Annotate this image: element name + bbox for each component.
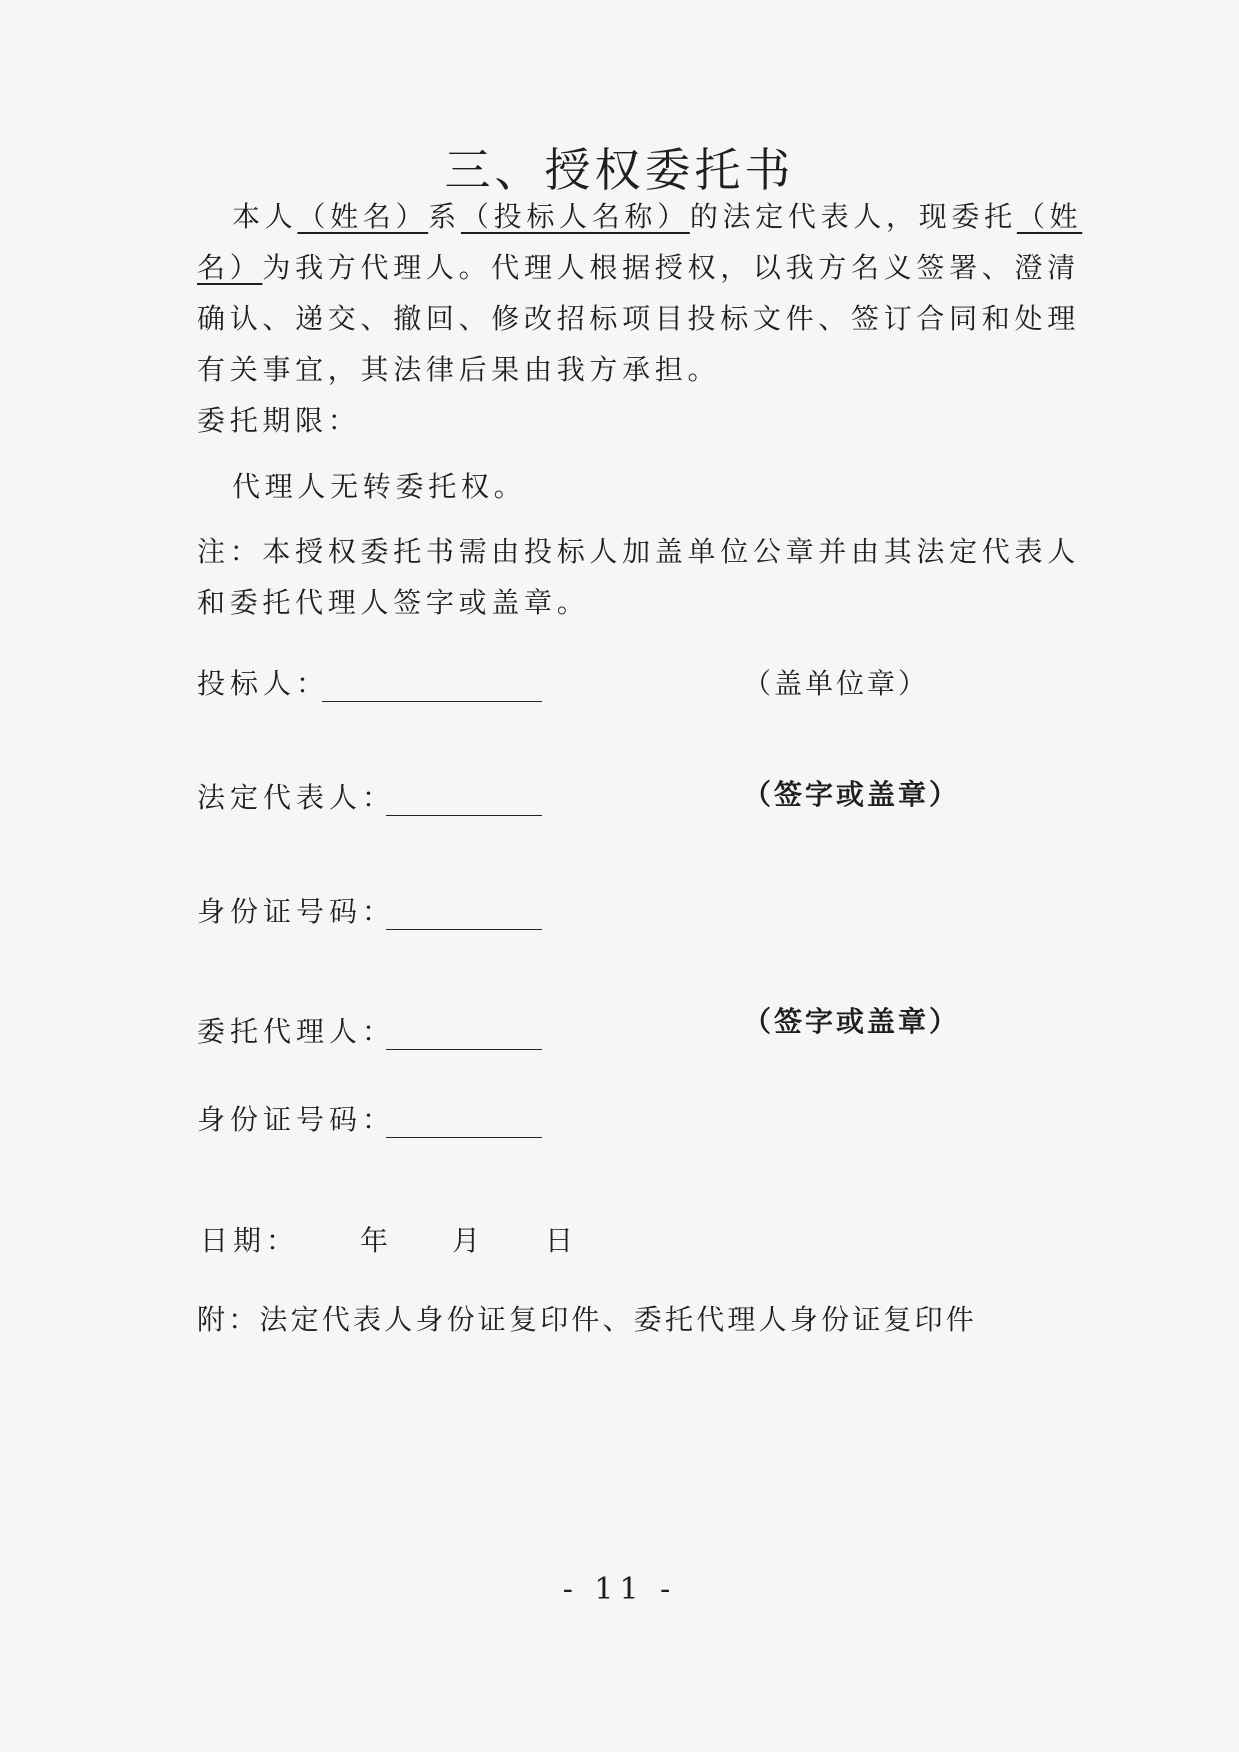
para1-line2 xyxy=(197,248,1080,288)
legal-rep-label: 法定代表人： xyxy=(197,781,396,814)
bidder-label: 投标人： xyxy=(197,667,330,700)
document-title: 三、授权委托书 xyxy=(444,143,795,197)
para1-prefix: 本人 xyxy=(232,200,298,233)
agent-label: 委托代理人： xyxy=(197,1015,396,1048)
bidder-blank[interactable] xyxy=(322,701,542,702)
para1-mid1: 系 xyxy=(428,200,461,233)
page-number: - 11 - xyxy=(562,1572,677,1607)
id-number-blank-2[interactable] xyxy=(386,1137,542,1138)
para1-line2-text: 为我方代理人。代理人根据授权，以我方名义签署、澄清 xyxy=(262,251,1080,284)
note-line2: 和委托代理人签字或盖章。 xyxy=(197,586,590,619)
name-placeholder-1: （姓名） xyxy=(297,200,429,233)
term-label: 委托期限： xyxy=(197,404,361,437)
name-placeholder-2b: 名） xyxy=(197,251,263,284)
bidder-name-placeholder: （投标人名称） xyxy=(460,200,690,233)
date-day: 日 xyxy=(545,1224,574,1257)
date-label: 日期： xyxy=(200,1224,300,1257)
name-placeholder-2a: （姓 xyxy=(1016,200,1083,233)
bidder-seal-note: （盖单位章） xyxy=(743,667,930,700)
attachment-note: 附：法定代表人身份证复印件、委托代理人身份证复印件 xyxy=(197,1303,978,1336)
id-number-blank-1[interactable] xyxy=(386,929,542,930)
id-number-label-1: 身份证号码： xyxy=(197,895,396,928)
legal-rep-blank[interactable] xyxy=(386,815,542,816)
agent-blank[interactable] xyxy=(386,1049,542,1050)
para1-line1 xyxy=(232,197,1082,237)
agent-sign-note: （签字或盖章） xyxy=(743,1005,961,1038)
para1-mid2: 的法定代表人，现委托 xyxy=(689,200,1017,233)
note-line1: 注：本授权委托书需由投标人加盖单位公章并由其法定代表人 xyxy=(197,535,1080,568)
para1-line3: 确认、递交、撤回、修改招标项目投标文件、签订合同和处理 xyxy=(197,302,1080,335)
date-month: 月 xyxy=(452,1224,481,1257)
id-number-label-2: 身份证号码： xyxy=(197,1103,396,1136)
para1-line4: 有关事宜，其法律后果由我方承担。 xyxy=(197,353,721,386)
legal-rep-sign-note: （签字或盖章） xyxy=(743,778,961,811)
date-year: 年 xyxy=(360,1224,389,1257)
no-sub-delegation: 代理人无转委托权。 xyxy=(232,470,527,503)
